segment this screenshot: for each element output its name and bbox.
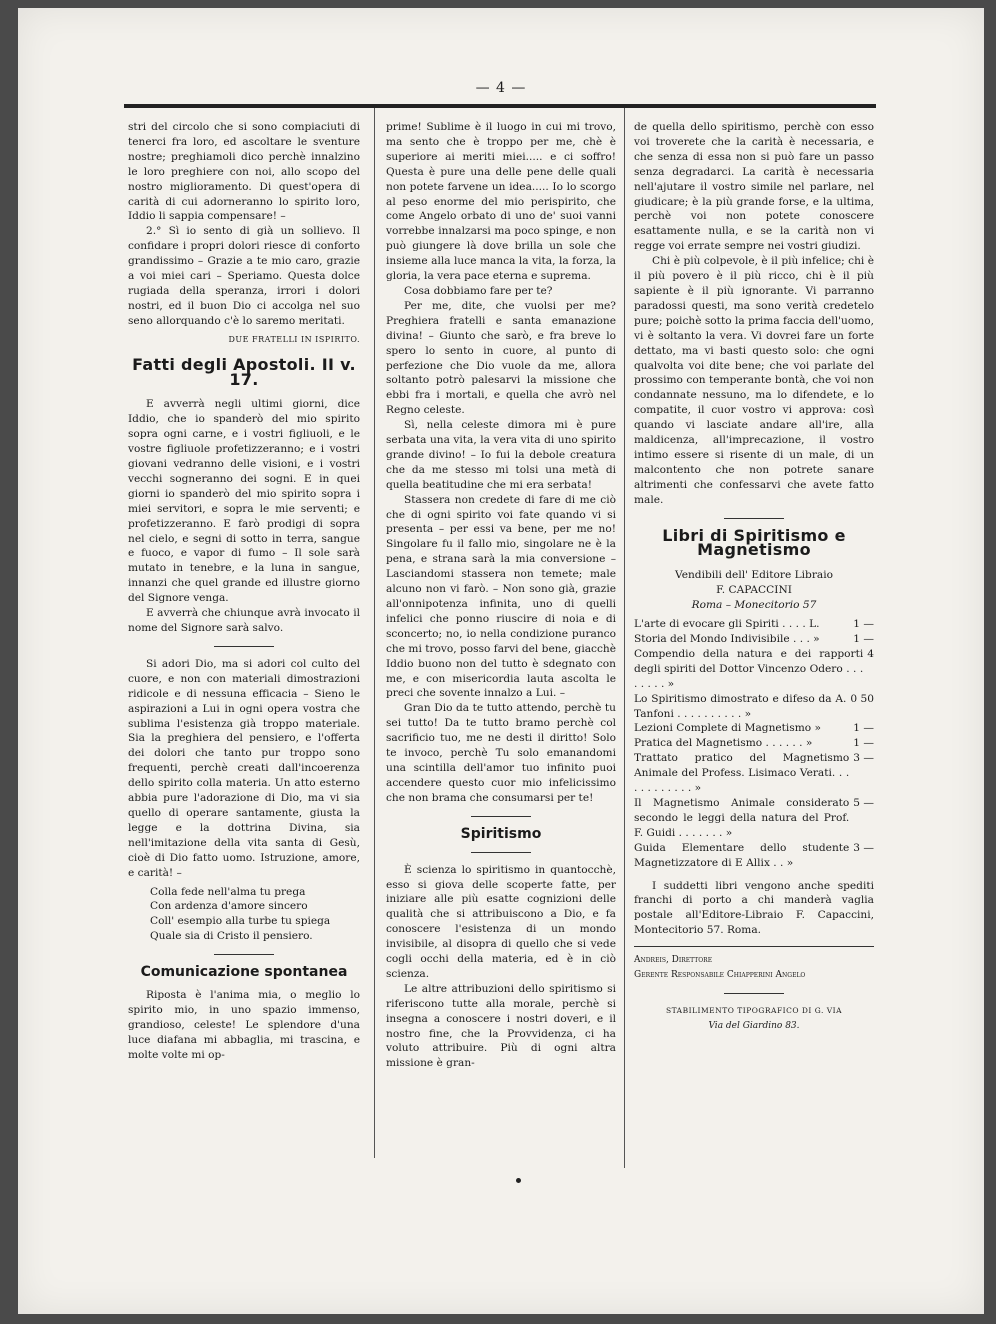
poem-line: Con ardenza d'amore sincero <box>150 900 308 913</box>
book-price: 3 — <box>853 841 874 854</box>
signature: DUE FRATELLI IN ISPIRITO. <box>228 334 360 344</box>
paragraph: prime! Sublime è il luogo in cui mi trovo, ma sento che è troppo per me, chè è superiore ai meriti miei..... e ci soffro! Questa è pure una delle pene delle quali non potete farvene un idea..... Io lo scorgo al peso enorme del mio perispirito, che come Angelo orbato di uno de' suoi vanni vorrebbe innalzarsi ma poco spinge, e non può giungere là dove brilla un sole che insieme alla luce manca la vita, la forza, la gloria, la vera pace eterna e suprema. <box>386 121 616 283</box>
book-title: Trattato pratico del Magnetismo Animale del Profess. Lisimaco Verati. . . . . . . . . . . . » <box>634 752 850 795</box>
paragraph: Cosa dobbiamo fare per te? <box>404 284 553 297</box>
newspaper-page <box>18 8 984 1314</box>
book-item <box>634 751 874 796</box>
book-item <box>634 721 874 736</box>
column-divider <box>624 108 625 1168</box>
book-price: 1 — <box>853 633 874 645</box>
paragraph: E avverrà che chiunque avrà invocato il nome del Signore sarà salvo. <box>128 607 360 634</box>
separator <box>214 646 274 647</box>
column-1 <box>128 120 360 1063</box>
paragraph: Le altre attribuzioni dello spiritismo si riferiscono tutte alla morale, perchè si insegna a conoscere i nostri doveri, e il nostro fine, che la Provvidenza, ci ha voluto attribuire. Più di ogni altra missione è gran- <box>386 982 616 1070</box>
paragraph: de quella dello spiritismo, perchè con esso voi troverete che la carità è necessaria, e che senza di essa non si può fare un passo senza degradarci. La carità è necessaria nell'ajutare il vostro simile nel parlare, nel giudicare; è la più grande forse, e la ultima, perchè voi non potete conoscere esattamente nulla, e se la carità non vi regge voi errate sempre nei vostri giudizi. <box>634 121 874 253</box>
book-price: 1 — <box>853 737 874 750</box>
book-title: Il Magnetismo Animale considerato secondo le leggi della natura del Prof. F. Guidi . . . . . . . » <box>634 796 850 839</box>
page-number: — 4 — <box>475 80 527 96</box>
paragraph: Gran Dio da te tutto attendo, perchè tu sei tutto! Da te tutto bramo perchè col sacrificio tuo, me ne desti il diritto! Solo te invoco, perchè Tu solo emanandomi una scintilla dell'amor tuo infinito puoi accendere questo cuor mio infelicissimo che non brama che consumarsi per te! <box>386 702 616 804</box>
advert-address: Roma – Monecitorio 57 <box>691 599 817 612</box>
column-3 <box>634 120 874 1034</box>
book-item <box>634 796 874 841</box>
book-title: Lo Spiritismo dimostrato e difeso da A. Tanfoni . . . . . . . . . . » <box>634 692 847 720</box>
book-item <box>634 632 874 647</box>
paragraph: 2.° Sì io sento di già un sollievo. Il confidare i propri dolori riesce di conforto grandissimo – Grazie a te mio caro, grazie a voi miei cari – Speriamo. Questa dolce rugiada della speranza, irrori i dolori nostri, ed il buon Dio ci accolga nel suo seno allorquando c'è lo saremo meritati. <box>128 225 360 327</box>
ink-dot <box>516 1178 521 1183</box>
header-rule <box>124 104 876 108</box>
book-list <box>634 617 874 870</box>
column-2 <box>386 120 616 1071</box>
separator <box>724 518 784 519</box>
advert-heading: Libri di Spiritismo e Magnetismo <box>662 525 846 560</box>
book-title: Storia del Mondo Indivisibile . . . » <box>634 633 820 645</box>
book-item <box>634 692 874 722</box>
book-price: 4 <box>867 647 874 660</box>
section-heading: Spiritismo <box>460 825 542 842</box>
book-title: Pratica del Magnetismo . . . . . . » <box>634 737 813 750</box>
section-heading: Comunicazione spontanea <box>140 964 348 981</box>
separator <box>724 993 784 994</box>
paragraph: E avverrà negli ultimi giorni, dice Iddio, che io spanderò del mio spirito sopra ogni carne, e i vostri figliuoli, e le vostre figliuole profetizzeranno; e i vostri giovani vedranno delle visioni, e i vostri vecchi sogneranno dei sogni. E in quei giorni io spanderò del mio spirito sopra i miei servitori, e sopra le mie serventi; e profetizzeranno. E farò prodigi di sopra nel cielo, e segni di sotto in terra, sangue e fuoco, e vapor di fumo – Il sole sarà mutato in tenebre, e la luna in sangue, innanzi che quel grande ed illustre giorno del Signore venga. <box>128 398 360 605</box>
imprint-director: Andreis, Direttore <box>634 955 713 966</box>
poem-line: Colla fede nell'alma tu prega <box>150 885 306 898</box>
paragraph: Sì, nella celeste dimora mi è pure serbata una vita, la vera vita di uno spirito grande divino! – Io fui la debole creatura che da me stesso mi tolsi una metà di quella beatitudine che mi era serbata! <box>386 419 616 491</box>
book-item <box>634 617 874 632</box>
book-item <box>634 647 874 692</box>
paragraph: Riposta è l'anima mia, o meglio lo spirito mio, in uno spazio immenso, grandioso, celeste! Le splendore d'una luce diafana mi abbaglia, mi trascina, e molte volte mi op- <box>128 989 360 1061</box>
book-price: 1 — <box>853 618 874 631</box>
paragraph: I suddetti libri vengono anche spediti franchi di porto a chi manderà vaglia postale all'Editore-Libraio F. Capaccini, Montecitorio 57. Roma. <box>634 879 874 937</box>
column-divider <box>374 108 375 1158</box>
printer-address: Via del Giardino 83. <box>708 1020 800 1031</box>
book-price: 1 — <box>853 722 874 735</box>
book-title: Lezioni Complete di Magnetismo » <box>634 722 822 735</box>
separator <box>471 852 531 853</box>
book-item <box>634 841 874 871</box>
paragraph: Per me, dite, che vuolsi per me? Preghiera fratelli e santa emanazione divina! – Giunto che sarò, e fra breve lo spero lo sento in cuore, al punto di perfezione che Dio vuole da me, allora soltanto potrò palesarvi la missione che ebbi fra i mortali, e quella che avrò nel Regno celeste. <box>386 299 616 417</box>
book-item <box>634 736 874 751</box>
paragraph: È scienza lo spiritismo in quantocchè, esso si giova delle scoperte fatte, per iniziare alle più esatte cognizioni delle qualità che si attribuiscono a Dio, e fa conoscere l'esistenza di un mondo invisibile, al disopra di quello che si vede cogli occhi della materia, ed è in ciò scienza. <box>386 863 616 980</box>
book-title: L'arte di evocare gli Spiriti . . . . L. <box>634 618 820 631</box>
paragraph: Si adori Dio, ma si adori col culto del cuore, e non con materiali dimostrazioni ridicole e di nessuna efficacia – Sieno le aspirazioni a Lui in ogni opera vostra che sublima l'esistenza già troppo materiale. Sia la preghiera del pensiero, e l'offerta dei dolori che tanto pur troppo sono frequenti, perchè creati dall'incoerenza dello spirito colla materia. Un atto esterno abbia pure l'adorazione di Dio, ma vi sia quello di operare santamente, giusta la legge e la dottrina Divina, sia nell'imitazione della vita santa di Gesù, cioè di Dio fatto uomo. Istruzione, amore, e carità! – <box>128 657 360 879</box>
separator <box>214 954 274 955</box>
printer-name: STABILIMENTO TIPOGRAFICO DI G. VIA <box>665 1005 843 1015</box>
book-price: 0 50 <box>850 692 874 705</box>
separator <box>471 816 531 817</box>
poem-line: Quale sia di Cristo il pensiero. <box>150 930 313 943</box>
advert-publisher: F. CAPACCINI <box>716 584 792 597</box>
advert-subtitle: Vendibili dell' Editore Libraio <box>675 569 833 582</box>
book-title: Guida Elementare dello studente Magnetizzatore di E Allix . . » <box>634 841 850 869</box>
section-heading: Fatti degli Apostoli. II v. 17. <box>132 354 356 389</box>
book-title: Compendio della natura e dei rapporti degli spiriti del Dottor Vincenzo Odero . . . . . . . . » <box>634 647 864 690</box>
rule <box>634 946 874 947</box>
poem <box>150 885 360 945</box>
book-price: 5 — <box>853 796 874 809</box>
paragraph: Stassera non credete di fare di me ciò che di ogni spirito voi fate quando vi si presenta – per essi va bene, per me no! Singolare fu il fallo mio, singolare ne è la pena, e strana sarà la mia conversione – Lasciandomi stassera non temete; male alcuno non vi farò. – Non sono già, grazie all'onnipotenza infinita, uno di quelli infelici che ponno riuscire di noia e di sconcerto; no, io nella condizione puranco che mi trovo, posso farvi del bene, giacchè Iddio buono non del tutto è sdegnato con me, e con misericordia lauta ascolta le preci che sovente innalzo a Lui. – <box>386 493 616 700</box>
paragraph: Chi è più colpevole, è il più infelice; chi è il più povero è il più ricco, chi è il più sapiente è il più ignorante. Vi parranno paradossi questi, ma sono verità credetelo pure; poichè sotto la prima faccia dell'uomo, vi è soltanto la vera. Vi dovrei fare un forte dettato, ma vi basti questo solo: che ogni qualvolta voi dite bene; che voi parlate del prossimo con temperante bontà, che voi non condannate nessuno, ma lo difendete, e lo compatite, il cuor vostro vi approva: così quando vi lasciate andare all'ire, alla maldicenza, all'imprecazione, il vostro intimo essere si risente di un male, di un malcontento che non potrete sanare altrimenti che confessarvi che avete fatto male. <box>634 255 874 506</box>
paragraph: stri del circolo che si sono compiaciuti di tenerci fra loro, ed ascoltare le sventure nostre; preghiamoli dico perchè innalzino le loro preghiere con noi, allo scopo del nostro miglioramento. Di quest'opera di carità di cui adorneranno lo spirito loro, Iddio li sappia compensare! – <box>128 121 360 223</box>
imprint-manager: Gerente Responsabile Chiapperini Angelo <box>634 970 806 981</box>
book-price: 3 — <box>853 752 874 765</box>
poem-line: Coll' esempio alla turbe tu spiega <box>150 915 331 928</box>
